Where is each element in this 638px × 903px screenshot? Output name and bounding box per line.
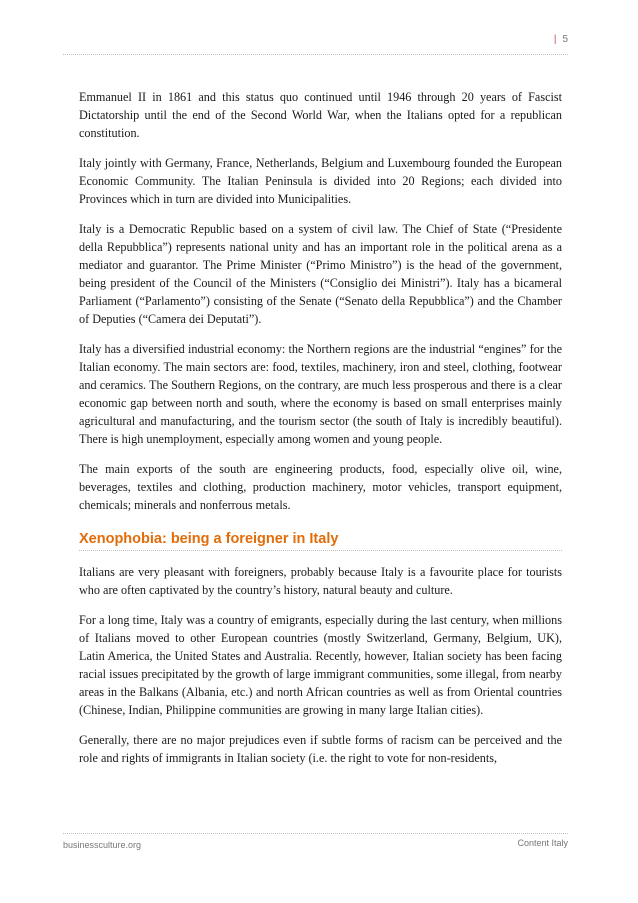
- paragraph: The main exports of the south are engineering products, food, especially olive oil, wine, beverages, textiles and clothing, production machinery, motor vehicles, transport equipment, chemicals; minerals and nonferrous metals.: [79, 462, 562, 512]
- page-number: 5: [562, 34, 568, 45]
- paragraph: Italy has a diversified industrial economy: the Northern regions are the industrial “engines” for the Italian economy. The main sectors are: food, textiles, machinery, iron and steel, clothing, footwear and ceramics. The Southern Regions, on the contrary, are much less prosperous and there is a clear economic gap between north and south, where the economy is based on small enterprises mainly agricultural and manufacturing, and the tourism sector (the south of Italy is incredibly beautiful). There is high unemployment, especially among women and young people.: [79, 342, 562, 446]
- page-footer: [63, 833, 568, 854]
- section-heading: Xenophobia: being a foreigner in Italy: [79, 531, 562, 551]
- paragraph: Italians are very pleasant with foreigners, probably because Italy is a favourite place for tourists who are often captivated by the country’s history, natural beauty and culture.: [79, 565, 562, 597]
- header-separator: |: [553, 34, 557, 45]
- paragraph: Generally, there are no major prejudices even if subtle forms of racism can be perceived and the role and rights of immigrants in Italian society (i.e. the right to vote for non-residents,: [79, 733, 562, 765]
- footer-site: businessculture.org: [63, 840, 142, 850]
- footer-section-title: Content Italy: [517, 838, 568, 848]
- page-header: [63, 34, 568, 55]
- document-body: [79, 88, 562, 779]
- paragraph: For a long time, Italy was a country of emigrants, especially during the last century, when millions of Italians moved to other European countries (mostly Switzerland, Germany, Belgium, UK), Latin America, the United States and Australia. Recently, however, Italian society has been facing racial issues precipitated by the growth of large immigrant communities, some illegal, from nearby areas in the Balkans (Albania, etc.) and north African countries as well as from Oriental countries (Chinese, Indian, Philippine communities are growing in many large Italian cities).: [79, 613, 562, 717]
- paragraph: Emmanuel II in 1861 and this status quo continued until 1946 through 20 years of Fascist Dictatorship until the end of the Second World War, when the Italians opted for a republican constitution.: [79, 90, 562, 140]
- paragraph: Italy is a Democratic Republic based on a system of civil law. The Chief of State (“Presidente della Repubblica”) represents national unity and has an important role in the political arena as a mediator and guarantor. The Prime Minister (“Primo Ministro”) is the head of the government, being president of the Council of the Ministers (“Consiglio dei Ministri”). Italy has a bicameral Parliament (“Parlamento”) consisting of the Senate (“Senato della Repubblica”) and the Chamber of Deputies (“Camera dei Deputati”).: [79, 222, 562, 326]
- paragraph: Italy jointly with Germany, France, Netherlands, Belgium and Luxembourg founded the European Economic Community. The Italian Peninsula is divided into 20 Regions; each divided into Provinces which in turn are divided into Municipalities.: [79, 156, 562, 206]
